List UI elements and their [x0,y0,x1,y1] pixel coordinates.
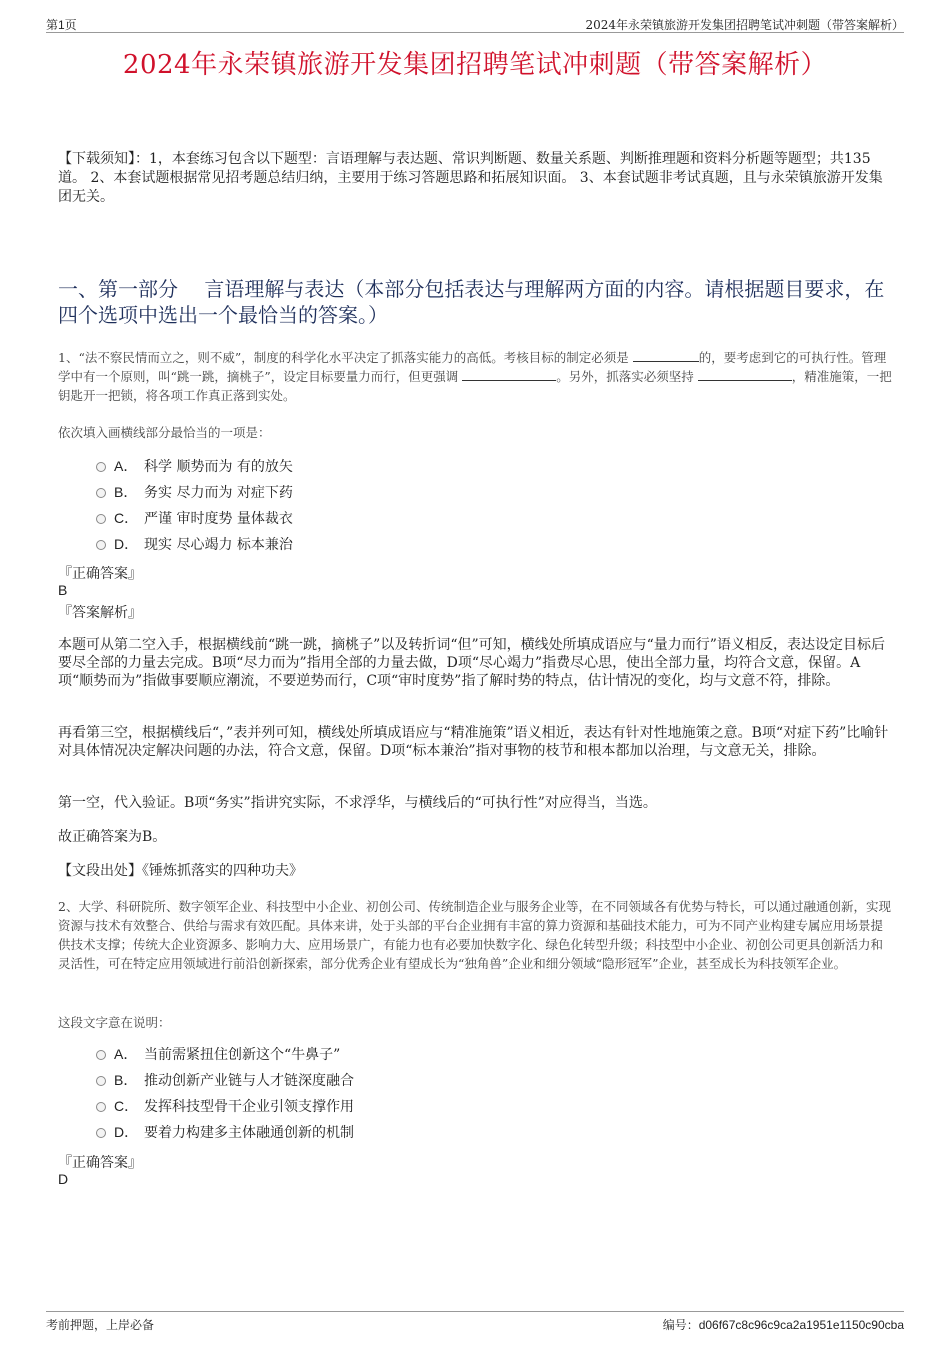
q1-stem-part: ，精准施策，一把钥匙开一把锁，将各项工作真正落到实处。 [58,369,892,403]
correct-answer: D [58,1171,69,1187]
q1-stem-part: 的，要考虑到它的可执行性。管理学中有一个原则，叫“跳一跳，摘桃子”，设定目标要量力而行，但更强调 [58,350,887,384]
option-letter: C． [114,1098,139,1114]
radio-icon[interactable] [96,462,106,472]
question-2-stem: 2、大学、科研院所、数字领军企业、科技型中小企业、初创公司、传统制造企业与服务企业等，在不同领域各有优势与特长，可以通过融通创新，实现资源与技术有效整合、供给与需求有效匹配。具体来讲，处于头部的平台企业拥有丰富的算力资源和基础技术能力，可为不同产业构建专属应用场景提供技术支撑；传统大企业资源多、影响力大、应用场景广，有能力也有必要加快数字化、绿色化转型升级；科技型中小企业、初创公司更具创新活力和灵活性，可在特定应用领域进行前沿创新探索，部分优秀企业有望成长为“独角兽”企业和细分领域“隐形冠军”企业，甚至成长为科技领军企业。 [58,899,891,971]
analysis-paragraph: 再看第三空，根据横线后“，”表并列可知，横线处所填成语应与“精准施策”语义相近，表达有针对性地施策之意。B项“对症下药”比喻针对具体情况决定解决问题的办法，符合文意，保留。D项“标本兼治”指对事物的枝节和根本都加以治理，与文意无关，排除。 [58,725,889,759]
code-value: d06f67c8c96c9ca2a1951e1150c90cba [698,1318,904,1332]
radio-icon[interactable] [96,488,106,498]
question-1-prompt: 依次填入画横线部分最恰当的一项是： [58,425,271,440]
correct-answer-label: 『正确答案』 [58,1155,142,1171]
fill-blank [633,349,699,362]
option-letter: D． [114,1124,139,1140]
option-c[interactable] [96,1093,354,1119]
option-letter: D． [114,536,139,552]
option-text: 严谨 审时度势 量体裁衣 [144,511,293,527]
section-heading: 一、第一部分 言语理解与表达（本部分包括表达与理解两方面的内容。请根据题目要求，在四个选项中选出一个最恰当的答案。） [58,277,885,327]
q1-stem-part: 。另外，抓落实必须坚持 [556,369,698,384]
fill-blank [462,368,556,381]
option-d[interactable] [96,1119,354,1145]
option-text: 务实 尽力而为 对症下药 [144,485,293,501]
option-text: 发挥科技型骨干企业引领支撑作用 [144,1099,354,1115]
footer-slogan: 考前押题，上岸必备 [46,1318,155,1332]
radio-icon[interactable] [96,1050,106,1060]
page-header [46,14,904,33]
code-label: 编号： [662,1318,699,1332]
question-2-options [96,1041,354,1145]
radio-icon[interactable] [96,1076,106,1086]
analysis-paragraph: 本题可从第二空入手，根据横线前“跳一跳，摘桃子”以及转折词“但”可知，横线处所填成语应与“量力而行”语义相反，表达设定目标后要尽全部的力量去完成。B项“尽力而为”指用全部的力量去做，D项“尽心竭力”指费尽心思，使出全部力量，均符合文意，保留。A项“顺势而为”指做事要顺应潮流，不要逆势而行，C项“审时度势”指了解时势的特点，估计情况的变化，均与文意不符，排除。 [58,637,885,689]
page-number: 第1页 [46,18,77,32]
option-d[interactable] [96,531,293,557]
option-b[interactable] [96,479,293,505]
option-text: 现实 尽心竭力 标本兼治 [144,537,293,553]
page-footer [46,1311,904,1334]
question-1-stem [58,348,894,405]
option-letter: A． [114,458,138,474]
option-text: 科学 顺势而为 有的放矢 [144,459,293,475]
question-2-prompt: 这段文字意在说明： [58,1015,171,1030]
analysis-label: 『答案解析』 [58,605,142,621]
radio-icon[interactable] [96,1128,106,1138]
download-notice: 【下载须知】：1，本套练习包含以下题型：言语理解与表达题、常识判断题、数量关系题、判断推理题和资料分析题等题型；共135道。 2、本套试题根据常见招考题总结归纳，主要用于练习答题思路和拓展知识面。 3、本套试题非考试真题，且与永荣镇旅游开发集团无关。 [58,151,883,205]
option-text: 当前需紧扭住创新这个“牛鼻子” [144,1047,341,1063]
footer-code [663,1316,904,1333]
option-letter: B． [114,1072,138,1088]
option-a[interactable] [96,1041,354,1067]
option-a[interactable] [96,453,293,479]
option-c[interactable] [96,505,293,531]
analysis-conclusion: 故正确答案为B。 [58,829,167,845]
page-title: 2024年永荣镇旅游开发集团招聘笔试冲刺题（带答案解析） [122,50,828,80]
option-text: 推动创新产业链与人才链深度融合 [144,1073,354,1089]
q1-stem-part: 1、“法不察民情而立之，则不威”，制度的科学化水平决定了抓落实能力的高低。考核目标的制定必须是 [58,350,633,365]
radio-icon[interactable] [96,514,106,524]
analysis-paragraph: 第一空，代入验证。B项“务实”指讲究实际，不求浮华，与横线后的“可执行性”对应得当，当选。 [58,795,657,811]
source-citation: 【文段出处】《锤炼抓落实的四种功夫》 [58,863,303,879]
option-letter: A． [114,1046,138,1062]
header-doc-title: 2024年永荣镇旅游开发集团招聘笔试冲刺题（带答案解析） [585,18,904,32]
option-letter: B． [114,484,138,500]
radio-icon[interactable] [96,1102,106,1112]
option-text: 要着力构建多主体融通创新的机制 [144,1125,354,1141]
correct-answer-label: 『正确答案』 [58,566,142,582]
option-letter: C． [114,510,139,526]
fill-blank [698,368,792,381]
correct-answer: B [58,582,68,598]
question-1-options [96,453,293,557]
option-b[interactable] [96,1067,354,1093]
radio-icon[interactable] [96,540,106,550]
